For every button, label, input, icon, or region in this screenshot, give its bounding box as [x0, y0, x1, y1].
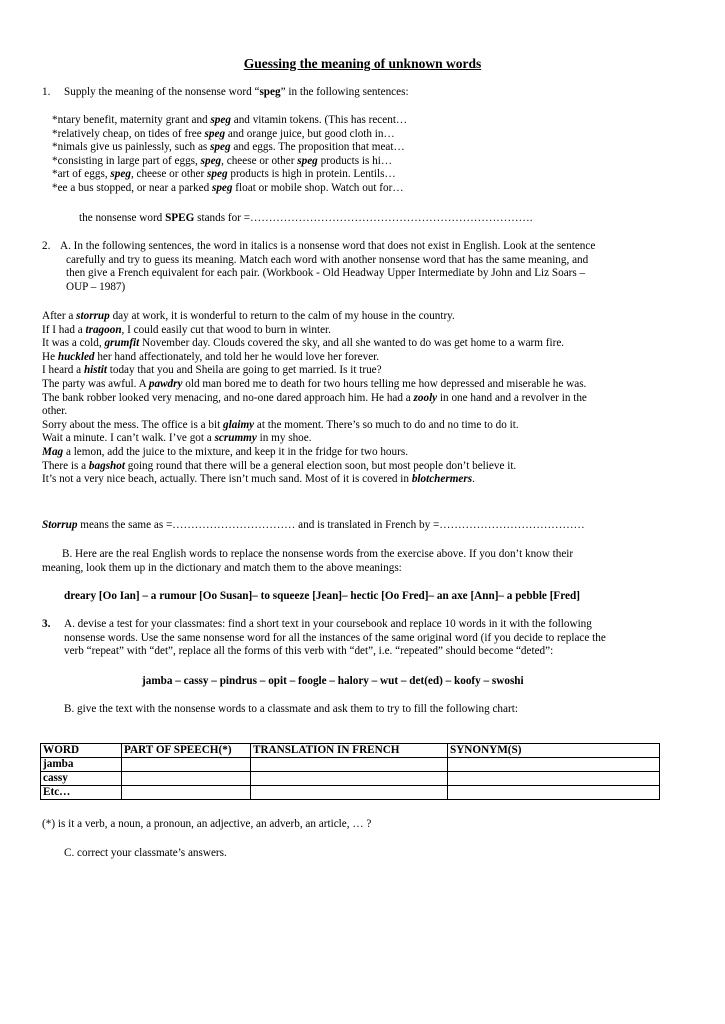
- table-header-row: [41, 744, 660, 758]
- table-cell: [251, 786, 448, 800]
- q2-a-instruction: A. In the following sentences, the word in italics is a nonsense word that does not exist in English. Look at the sentence carefully and try to guess its meaning. Match each word with another nonsense word that has the same meaning, and then give a French equivalent for each pair. (Workbook - Old Headway Upper Intermediate by John and Liz Soars – OUP – 1987): [60, 240, 596, 293]
- sentence: Sorry about the mess. The office is a bit glaimy at the moment. There’s so much to do and no time to do it.: [42, 418, 519, 431]
- table-cell: [448, 772, 660, 786]
- table-row: [41, 772, 660, 786]
- sentence: The party was awful. A pawdry old man bored me to death for two hours telling me how depressed and miserable he was.: [42, 377, 587, 390]
- sentence: He huckled her hand affectionately, and told her he would love her forever.: [42, 350, 380, 363]
- sentence: Wait a minute. I can’t walk. I’ve got a scrummy in my shoe.: [42, 432, 312, 445]
- storrup-answer-line: Storrup means the same as =…………………………… and is translated in French by =…………………………………: [42, 519, 585, 531]
- q3-a-instruction: A. devise a test for your classmates: find a short text in your coursebook and replace 10 words in it with the following nonsense words. Use the same nonsense word for all the instances of the same original word (if you decide to replace the verb “repeat” with “det”, replace all the forms of this verb with “det”, i.e. “repeated” should become “deted”:: [64, 618, 606, 658]
- table-cell: [448, 786, 660, 800]
- q2-b-instruction: B. Here are the real English words to replace the nonsense words from the exercise above. If you don’t know their meaning, look them up in the dictionary and match them to the above meanings:: [42, 548, 574, 574]
- sentence: The bank robber looked very menacing, and no-one dared approach him. He had a zooly in one hand and a revolver in the: [42, 391, 587, 404]
- q1-instruction: [64, 86, 409, 100]
- sentence: It was a cold, grumfit November day. Clouds covered the sky, and all she wanted to do was get home to a warm fire.: [42, 337, 565, 350]
- sentence: If I had a tragoon, I could easily cut that wood to burn in winter.: [42, 323, 331, 336]
- concordance-line: *nimals give us painlessly, such as speg and eggs. The proposition that meat…: [52, 141, 405, 154]
- table-row: [41, 758, 660, 772]
- concordance-line: *ee a bus stopped, or near a parked speg float or mobile shop. Watch out for…: [52, 181, 404, 194]
- concordance-line: *relatively cheap, on tides of free speg and orange juice, but good cloth in…: [52, 127, 395, 140]
- page-title: Guessing the meaning of unknown words: [243, 56, 482, 71]
- q1-instruction-pre: Supply the meaning of the nonsense word “: [64, 86, 260, 98]
- q1-instruction-post: ” in the following sentences:: [280, 86, 409, 98]
- table-cell: [122, 786, 251, 800]
- q3-b-instruction: B. give the text with the nonsense words to a classmate and ask them to try to fill the following chart:: [64, 703, 518, 715]
- sentence: There is a bagshot going round that there will be a general election soon, but most people don’t believe it.: [42, 459, 517, 472]
- sentence: other.: [42, 405, 68, 418]
- concordance-line: *consisting in large part of eggs, speg, cheese or other speg products is hi…: [52, 154, 393, 167]
- q2-number: 2.: [42, 240, 51, 252]
- q3-number: 3.: [42, 618, 51, 630]
- table-cell: [251, 772, 448, 786]
- q2-word-list: dreary [Oo Ian] – a rumour [Oo Susan]– to squeeze [Jean]– hectic [Oo Fred]– an axe [Ann]– a pebble [Fred]: [64, 590, 580, 602]
- q1-number: 1.: [42, 86, 51, 98]
- table-cell: [122, 772, 251, 786]
- q1-instruction-word: speg: [259, 86, 281, 98]
- table-cell: [122, 758, 251, 772]
- table-cell: jamba: [41, 758, 122, 772]
- q3-word-list: jamba – cassy – pindrus – opit – foogle – halory – wut – det(ed) – koofy – swoshi: [142, 675, 524, 687]
- table-row: [41, 786, 660, 800]
- vocabulary-chart: [40, 743, 660, 800]
- q1-speg-stands-for: the nonsense word SPEG stands for =………………………………………………………………….: [79, 212, 533, 224]
- concordance-line: *ntary benefit, maternity grant and speg and vitamin tokens. (This has recent…: [52, 114, 408, 126]
- column-header: SYNONYM(S): [448, 744, 660, 758]
- sentence: I heard a histit today that you and Sheila are going to get married. Is it true?: [42, 364, 382, 377]
- sentence: It’s not a very nice beach, actually. There isn’t much sand. Most of it is covered in blotchermers.: [42, 473, 475, 486]
- q3-c-instruction: C. correct your classmate’s answers.: [64, 847, 227, 859]
- sentence: After a storrup day at work, it is wonderful to return to the calm of my house in the country.: [42, 310, 455, 322]
- q1-concordance: [52, 114, 407, 196]
- sentence: Mag a lemon, add the juice to the mixture, and keep it in the fridge for two hours.: [42, 445, 408, 458]
- table-cell: [251, 758, 448, 772]
- q3-footnote: (*) is it a verb, a noun, a pronoun, an adjective, an adverb, an article, … ?: [42, 818, 372, 830]
- q2-sentences: [42, 310, 654, 487]
- column-header: WORD: [41, 744, 122, 758]
- table-cell: Etc…: [41, 786, 122, 800]
- table-cell: cassy: [41, 772, 122, 786]
- table-cell: [448, 758, 660, 772]
- column-header: TRANSLATION IN FRENCH: [251, 744, 448, 758]
- column-header: PART OF SPEECH(*): [122, 744, 251, 758]
- concordance-line: *art of eggs, speg, cheese or other speg products is high in protein. Lentils…: [52, 168, 396, 181]
